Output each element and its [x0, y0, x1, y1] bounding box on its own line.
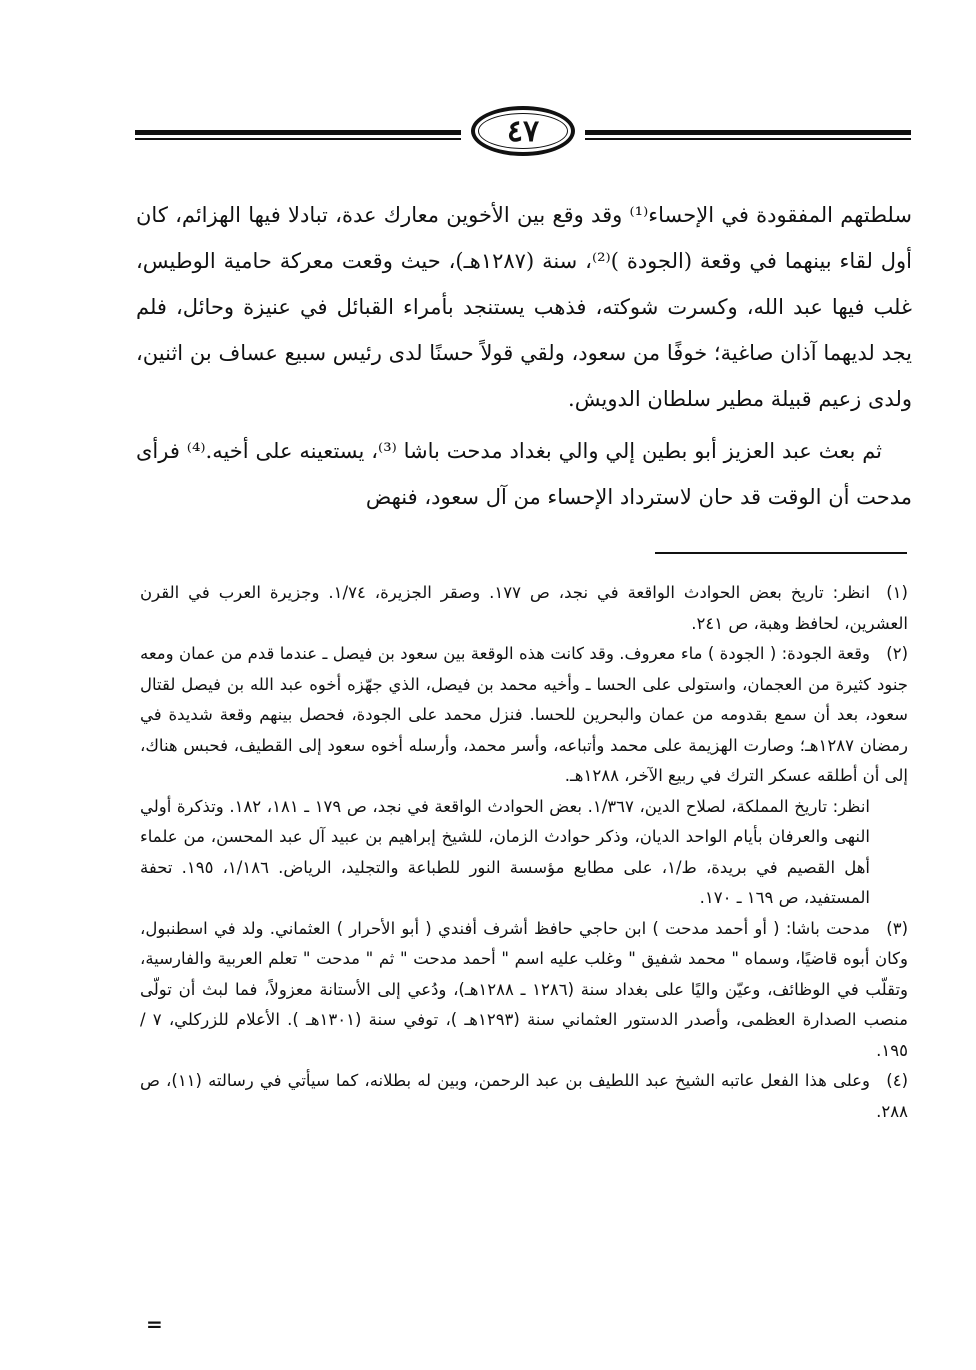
header-rule-left [135, 130, 461, 140]
footnote-number: (٤) [886, 1071, 908, 1090]
page-header [135, 104, 911, 164]
footnote-text: وقعة الجودة: ( الجودة ) ماء معروف. وقد كانت هذه الوقعة بين سعود بن فيصل ـ عندما قدم من عمان ومعه جنود كثيرة من العجمان، واستولى على الحسا ـ وأخيه محمد بن فيصل، الذي جهّزه أخوه عبد الله بن فيصل لقتال سعود، بعد أن سمع بقدومه من عمان والبحرين للحسا. فنزل محمد على الجودة، فحصل بينهم وقعة شديدة في رمضان ١٢٨٧هـ؛ وصارت الهزيمة على محمد وأتباعه، وأسر محمد، وأرسله أخوه سعود إلى القطيف، فحبس هناك، إلى أن أطلقه عسكر الترك في ربيع الآخر، ١٢٨٨هـ. [140, 644, 908, 785]
footnote-number: (٣) [886, 918, 908, 938]
footnote-number: (٢) [886, 644, 908, 663]
footnote-text: انظر: تاريخ بعض الحوادث الواقعة في نجد، ص ١٧٧. وصقر الجزيرة، ١/٧٤. وجزيرة العرب في القرن العشرين، لحافظ وهبة، ص ٢٤١. [140, 583, 908, 633]
footnote-number: (١) [886, 583, 908, 602]
footnote-text: مدحت باشا: ( أو أحمد مدحت ) ابن حاجي حافظ أشرف أفندي ( أبو الأحرار ) العثماني. ولد في اسطنبول، وكان أبوه قاضيًا، وسماه " محمد شفيق " وغلب عليه اسم " أحمد مدحت " ثم " مدحت " تعلم العربية والفارسية، وتقلّب في الوظائف، وعيّن واليًا على بغداد سنة (١٢٨٦ ـ ١٢٨٨هـ)، ودُعي إلى الأستانة معزولاً، فما لبث أن تولّى منصب الصدارة العظمى، وأصدر الدستور العثماني سنة (١٢٩٣هـ )، توفي سنة (١٣٠١هـ ). الأعلام للزركلي، ٧ /١٩٥. [140, 918, 909, 1060]
page-number [471, 106, 575, 156]
footnote-2-sources: انظر: تاريخ المملكة، لصلاح الدين، ١/٣٦٧. بعض الحوادث الواقعة في نجد، ص ١٧٩ ـ ١٨١، ١٨٢. وتذكرة أولي النهى والعرفان بأيام الواحد الديان، وذكر حوادث الزمان، للشيخ إبراهيم بن عبيد آل عبد المحسن، من علماء أهل القصيم في بريدة، ط/١، على مطابع مؤسسة النور للطباعة والتجليد، الرياض. ١/١٨٦، ١٩٥. تحفة المستفيد، ص ١٦٩ ـ ١٧٠. [140, 796, 871, 907]
continuation-mark: = [146, 1312, 163, 1336]
footnote-4 [140, 1066, 908, 1127]
footnote-2 [140, 639, 908, 792]
footnote-text: وعلى هذا الفعل عاتبه الشيخ عبد اللطيف بن عبد الرحمن، وبين له بطلانه، كما سيأتي في رسالته (١١)، ص ٢٨٨. [140, 1071, 908, 1121]
footnote-divider [655, 552, 907, 554]
footnotes [140, 578, 908, 1127]
footnote-1 [140, 578, 908, 639]
header-rule-right [585, 130, 911, 140]
main-text [136, 192, 912, 520]
footnote-3 [140, 914, 908, 1067]
paragraph-1: سلطتهم المفقودة في الإحساء⁽¹⁾ وقد وقع بين الأخوين معارك عدة، تبادلا فيها الهزائم، كان أول لقاء بينهما في وقعة (الجودة )⁽²⁾، سنة (١٢٨٧هـ)، حيث وقعت معركة حامية الوطيس، غلب فيها عبد الله، وكسرت شوكته، فذهب يستنجد بأمراء القبائل في عنيزة وحائل، فلم يجد لديهما آذان صاغية؛ خوفًا من سعود، ولقي قولاً حسنًا لدى رئيس سبيع عساف بن اثنين، ولدى زعيم قبيلة مطير سلطان الدويش. [136, 203, 913, 411]
paragraph-2: ثم بعث عبد العزيز أبو بطين إلي والي بغداد مدحت باشا ⁽³⁾، يستعينه على أخيه.⁽⁴⁾ فرأى مدحت أن الوقت قد حان لاسترداد الإحساء من آل سعود، فنهض [136, 439, 912, 509]
page-number-text: ٤٧ [506, 113, 540, 149]
